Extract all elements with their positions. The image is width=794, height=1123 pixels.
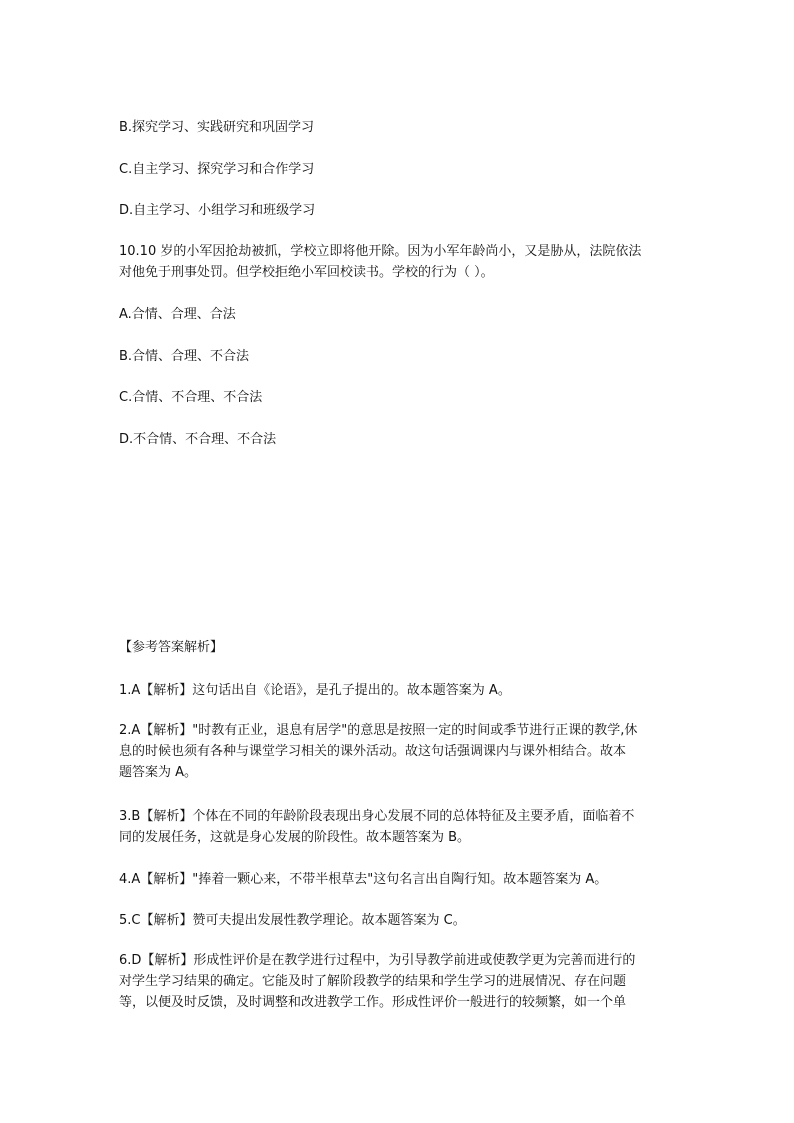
- question-10-line: 10.10 岁的小军因抢劫被抓，学校立即将他开除。因为小军年龄尚小，又是胁从，法院依法: [119, 244, 642, 259]
- answer-line: 题答案为 A。: [119, 765, 198, 780]
- answer-line: 1.A【解析】这句话出自《论语》，是孔子提出的。故本题答案为 A。: [119, 683, 511, 698]
- answer-6: [119, 950, 674, 1013]
- answer-4: [119, 869, 674, 890]
- answer-line: 4.A【解析】"捧着一颗心来，不带半根草去"这句名言出自陶行知。故本题答案为 A。: [119, 872, 608, 887]
- answer-5: [119, 910, 674, 931]
- option-c-previous: C.自主学习、探究学习和合作学习: [119, 162, 315, 177]
- question-10-option-b: B.合情、合理、不合法: [119, 349, 250, 364]
- answers-title: 【参考答案解析】: [119, 640, 224, 655]
- answer-line: 3.B【解析】个体在不同的年龄阶段表现出身心发展不同的总体特征及主要矛盾，面临着不: [119, 809, 635, 824]
- answer-3: [119, 806, 674, 848]
- answer-line: 同的发展任务，这就是身心发展的阶段性。故本题答案为 B。: [119, 830, 471, 845]
- answer-line: 等，以便及时反馈，及时调整和改进教学工作。形成性评价一般进行的较频繁，如一个单: [119, 995, 627, 1010]
- answer-1: [119, 680, 674, 701]
- question-10-stem: [119, 241, 674, 283]
- question-10-line: 对他免于刑事处罚。但学校拒绝小军回校读书。学校的行为（ ）。: [119, 265, 494, 280]
- answer-line: 6.D【解析】形成性评价是在教学进行过程中，为引导教学前进或使教学更为完善而进行的: [119, 953, 636, 968]
- answer-line: 息的时候也须有各种与课堂学习相关的课外活动。故这句话强调课内与课外相结合。故本: [119, 744, 627, 759]
- answer-2: [119, 720, 674, 783]
- question-10-option-d: D.不合情、不合理、不合法: [119, 432, 277, 447]
- option-b-previous: B.探究学习、实践研究和巩固学习: [119, 120, 315, 135]
- question-10-option-a: A.合情、合理、合法: [119, 307, 236, 322]
- answer-line: 2.A【解析】"时教有正业，退息有居学"的意思是按照一定的时间或季节进行正课的教学,休: [119, 723, 638, 738]
- option-d-previous: D.自主学习、小组学习和班级学习: [119, 203, 316, 218]
- answer-line: 对学生学习结果的确定。它能及时了解阶段教学的结果和学生学习的进展情况、存在问题: [119, 974, 627, 989]
- answer-line: 5.C【解析】赞可夫提出发展性教学理论。故本题答案为 C。: [119, 913, 466, 928]
- question-10-option-c: C.合情、不合理、不合法: [119, 390, 263, 405]
